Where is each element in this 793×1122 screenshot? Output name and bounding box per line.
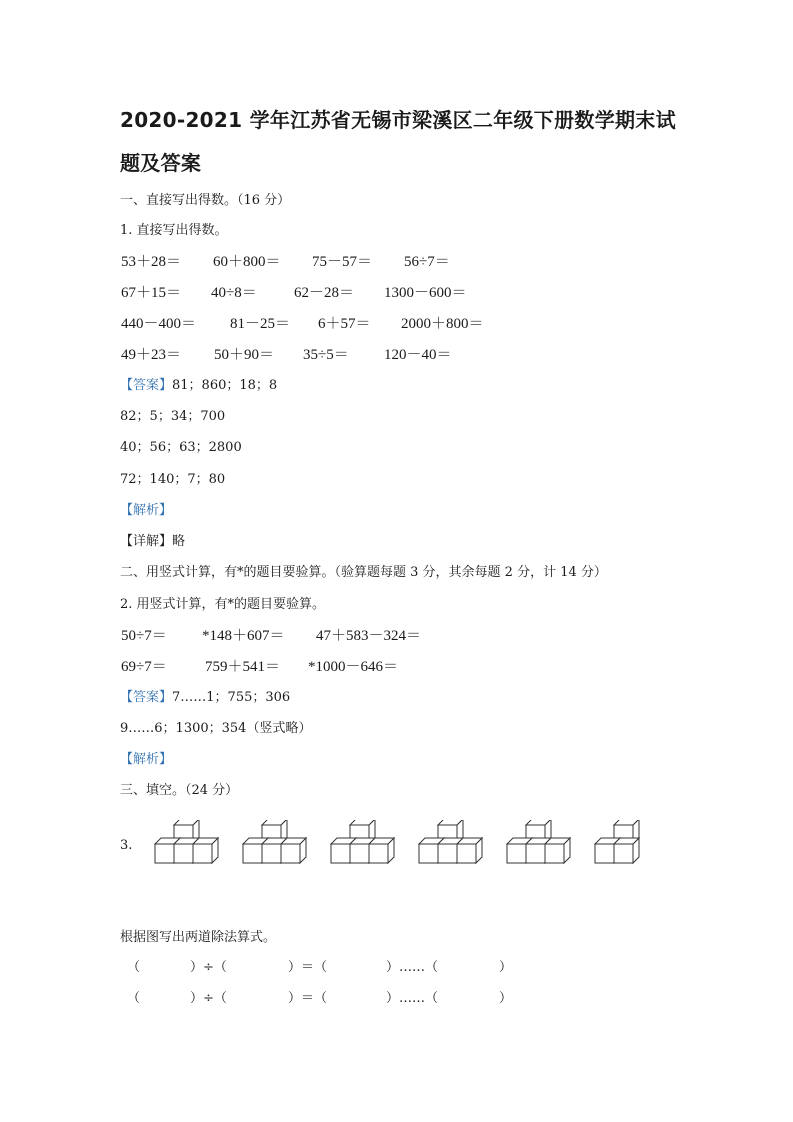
problem: 759＋541＝ <box>205 659 281 675</box>
blank-paren: （ <box>127 991 141 1006</box>
section2-row-1 <box>0 624 793 646</box>
answer-text: 7……1；755；306 <box>172 690 291 705</box>
problem: 69÷7＝ <box>121 659 167 675</box>
section2-analysis-tag: 【解析】 <box>120 752 173 767</box>
division-blank-line-2 <box>0 987 793 1009</box>
section1-row-1 <box>0 250 793 272</box>
section2-answer-line-2: 9……6；1300；354（竖式略） <box>120 721 312 736</box>
cube-group <box>417 820 487 870</box>
problem: 40÷8＝ <box>211 285 257 301</box>
section2-row-2 <box>0 655 793 677</box>
problem: 1300－600＝ <box>384 285 467 301</box>
section3-heading: 三、填空。（24 分） <box>120 783 239 798</box>
cube-group <box>241 820 311 870</box>
problem: 2000＋800＝ <box>401 316 484 332</box>
section3-question-label: 3. <box>120 838 133 853</box>
blank-paren: ） <box>499 960 513 975</box>
section1-question-label: 1. 直接写出得数。 <box>120 223 228 238</box>
cube-group <box>505 820 575 870</box>
detail-tag: 【详解】 <box>120 534 173 549</box>
section2-question-label: 2. 用竖式计算，有*的题目要验算。 <box>120 597 326 612</box>
section1-answer-line-1 <box>120 374 277 393</box>
section1-row-2 <box>0 281 793 303</box>
division-blank-line-1 <box>0 956 793 978</box>
section3-prompt: 根据图写出两道除法算式。 <box>120 930 277 945</box>
section1-answer-line-3: 40；56；63；2800 <box>120 440 242 455</box>
detail-text: 略 <box>172 534 186 549</box>
document-title-line2: 题及答案 <box>120 151 202 175</box>
problem: 49＋23＝ <box>121 347 182 363</box>
section1-analysis-tag: 【解析】 <box>120 503 173 518</box>
problem: 62－28＝ <box>294 285 355 301</box>
answer-text: 81；860；18；8 <box>172 378 278 393</box>
problem: *148＋607＝ <box>202 628 285 644</box>
problem: 120－40＝ <box>384 347 452 363</box>
problem: 35÷5＝ <box>303 347 349 363</box>
document-title-line1: 2020-2021 学年江苏省无锡市梁溪区二年级下册数学期末试 <box>120 108 676 132</box>
problem: 75－57＝ <box>312 254 373 270</box>
blank-paren: （ <box>127 960 141 975</box>
cube-group <box>153 820 223 870</box>
cube-group <box>329 820 399 870</box>
problem: 81－25＝ <box>230 316 291 332</box>
problem: 60＋800＝ <box>213 254 281 270</box>
blank-paren: ）＝（ <box>288 991 328 1006</box>
blank-paren: ） <box>499 991 513 1006</box>
section1-answer-line-4: 72；140；7；80 <box>120 472 226 487</box>
blank-paren: ）＝（ <box>288 960 328 975</box>
blank-paren: ）÷（ <box>190 960 227 975</box>
problem: 440－400＝ <box>121 316 197 332</box>
section1-row-3 <box>0 312 793 334</box>
problem: 50÷7＝ <box>121 628 167 644</box>
section1-row-4 <box>0 343 793 365</box>
answer-tag: 【答案】 <box>120 690 173 705</box>
section1-detail <box>120 530 185 549</box>
problem: 47＋583－324＝ <box>316 628 422 644</box>
answer-tag: 【答案】 <box>120 378 173 393</box>
problem: 53＋28＝ <box>121 254 182 270</box>
blank-paren: ）……（ <box>386 991 439 1006</box>
section1-answer-line-2: 82；5；34；700 <box>120 409 226 424</box>
cube-group <box>593 820 663 870</box>
problem: 56÷7＝ <box>404 254 450 270</box>
problem: 6＋57＝ <box>318 316 371 332</box>
section2-heading: 二、用竖式计算，有*的题目要验算。（验算题每题 3 分，其余每题 2 分，计 14 分） <box>120 565 607 580</box>
problem: *1000－646＝ <box>308 659 399 675</box>
section1-heading: 一、直接写出得数。（16 分） <box>120 193 291 208</box>
problem: 50＋90＝ <box>214 347 275 363</box>
blank-paren: ）÷（ <box>190 991 227 1006</box>
problem: 67＋15＝ <box>121 285 182 301</box>
blank-paren: ）……（ <box>386 960 439 975</box>
section2-answer-line-1 <box>120 686 290 705</box>
